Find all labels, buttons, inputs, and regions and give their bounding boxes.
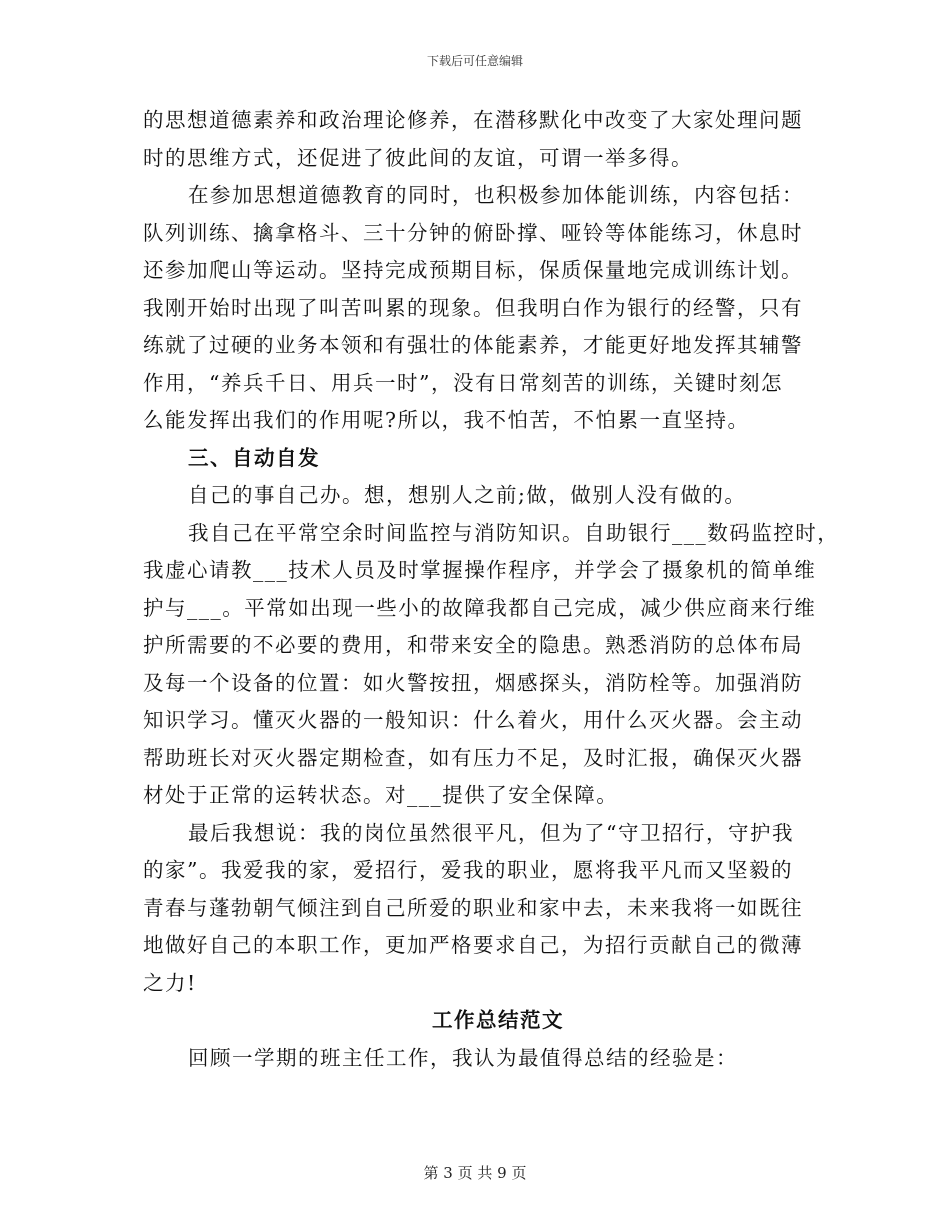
paragraph-line: 护所需要的不必要的费用，和带来安全的隐患。熟悉消防的总体布局 [143,633,803,657]
paragraph-line: 队列训练、擒拿格斗、三十分钟的俯卧撑、哑铃等体能练习，休息时 [143,220,803,245]
paragraph-line: 我自己在平常空余时间监控与消防知识。自助银行___数码监控时， [188,520,840,545]
paragraph-line: 的家”。我爱我的家，爱招行，爱我的职业，愿将我平凡而又坚毅的 [143,858,793,882]
paragraph-line: 自己的事自己办。想，想别人之前;做，做别人没有做的。 [188,483,747,507]
paragraph-line: 最后我想说：我的岗位虽然很平凡，但为了“守卫招行，守护我 [188,820,794,845]
paragraph-line: 材处于正常的运转状态。对___提供了安全保障。 [143,783,619,807]
paragraph-line: 之力! [143,970,197,995]
paragraph-line: 地做好自己的本职工作，更加严格要求自己，为招行贡献自己的微薄 [143,933,803,957]
paragraph-line: 么能发挥出我们的作用呢?所以，我不怕苦，不怕累一直坚持。 [143,408,750,432]
paragraph-line: 我刚开始时出现了叫苦叫累的现象。但我明白作为银行的经警，只有 [143,295,803,320]
page-number: 第 3 页 共 9 页 [423,1164,527,1182]
paragraph-line: 还参加爬山等运动。坚持完成预期目标，保质保量地完成训练计划。 [143,258,803,282]
document-body [143,102,840,1077]
document-title: 工作总结范文 [432,1008,564,1032]
paragraph-line: 练就了过硬的业务本领和有强壮的体能素养，才能更好地发挥其辅警 [143,333,803,357]
paragraph-line: 护与___。平常如出现一些小的故障我都自己完成，减少供应商来行维 [143,595,817,620]
paragraph-line: 在参加思想道德教育的同时，也积极参加体能训练，内容包括： [188,183,804,207]
paragraph-line: 回顾一学期的班主任工作，我认为最值得总结的经验是： [188,1045,738,1070]
paragraph-line: 及每一个设备的位置：如火警按扭，烟感探头，消防栓等。加强消防 [143,670,803,695]
page-header: 下载后可任意编辑 [426,54,523,68]
paragraph-line: 帮助班长对灭火器定期检查，如有压力不足，及时汇报，确保灭火器 [143,745,803,770]
section-heading: 三、自动自发 [188,445,320,470]
paragraph-line: 时的思维方式，还促进了彼此间的友谊，可谓一举多得。 [143,145,693,170]
paragraph-line: 知识学习。懂灭火器的一般知识：什么着火，用什么灭火器。会主动 [143,708,803,732]
paragraph-line: 青春与蓬勃朝气倾注到自己所爱的职业和家中去，未来我将一如既往 [143,895,803,920]
paragraph-line: 作用，“养兵千日、用兵一时”，没有日常刻苦的训练，关键时刻怎 [143,370,783,395]
paragraph-line: 我虚心请教___技术人员及时掌握操作程序，并学会了摄象机的简单维 [143,558,817,582]
paragraph-line: 的思想道德素养和政治理论修养，在潜移默化中改变了大家处理问题 [143,108,803,132]
